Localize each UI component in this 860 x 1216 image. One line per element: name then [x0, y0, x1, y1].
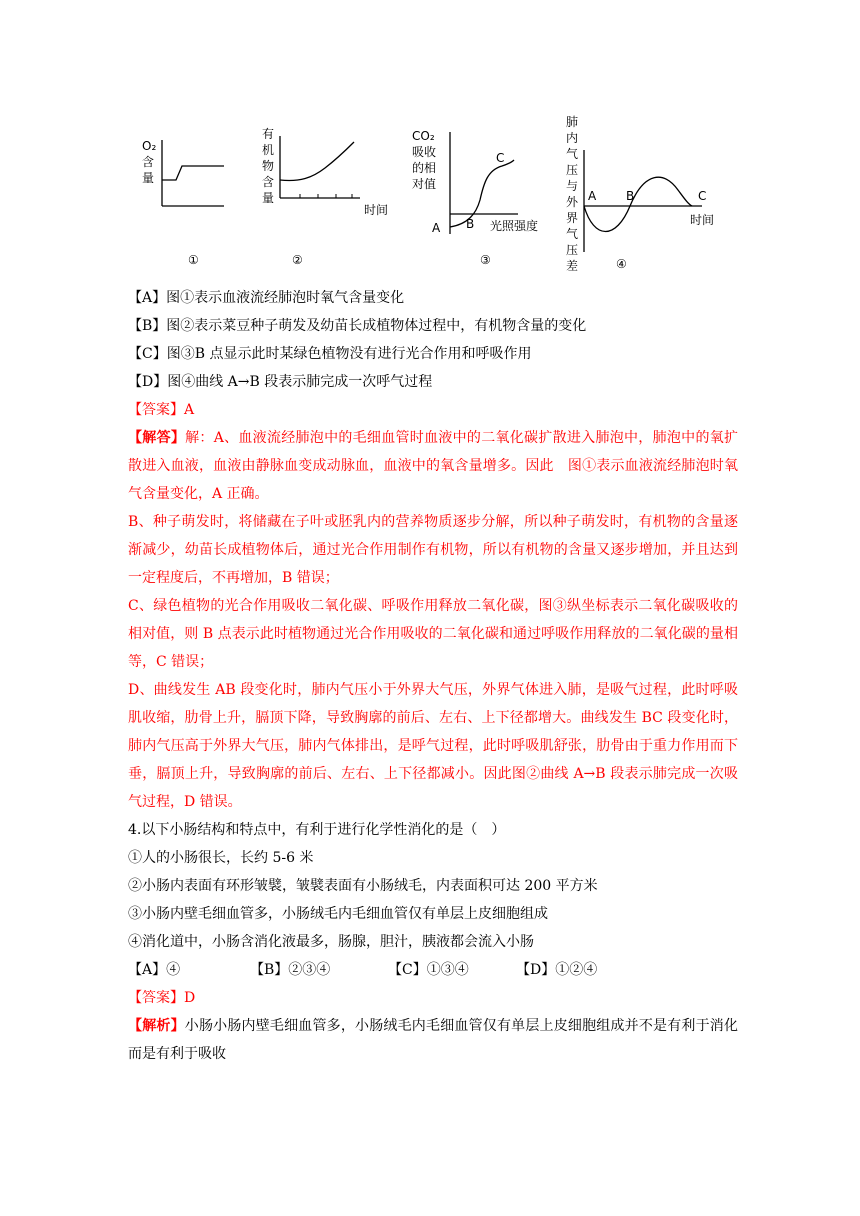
fig4-number: ④: [616, 257, 627, 271]
fig1-ylabel-line: 含: [142, 155, 155, 169]
fig4-xlabel: 时间: [690, 213, 715, 227]
fig3-ylabel-line: 的相: [412, 161, 437, 175]
fig2-ylabel-line: 机: [262, 143, 275, 157]
q3-analysis-a: [128, 424, 738, 508]
fig3-point-b: B: [466, 217, 475, 231]
figure-1: [142, 139, 224, 267]
figure-row: [120, 110, 740, 280]
q4-option-d: 【D】①②④: [516, 962, 598, 978]
fig3-point-a: A: [432, 221, 441, 235]
figure-2: [262, 127, 388, 267]
analysis-text: 解：A、血液流经肺泡中的毛细血管时血液中的二氧化碳扩散进入肺泡中，肺泡中的氧扩散进入血液，血液由静脉血变成动脉血，血液中的氧含量增多。因此 图①表示血液流经肺泡时氧气含量变化，A 正确。: [128, 430, 739, 502]
q3-analysis-c: C、绿色植物的光合作用吸收二氧化碳、呼吸作用释放二氧化碳，图③纵坐标表示二氧化碳吸收的相对值，则 B 点表示此时植物通过光合作用吸收的二氧化碳和通过呼吸作用释放的二氧化碳的量相等，C 错误；: [128, 598, 738, 670]
option-text: 图①表示血液流经肺泡时氧气含量变化: [166, 290, 405, 306]
analysis-label: 【解答】: [128, 430, 186, 446]
q4-item: ②小肠内表面有环形皱襞，皱襞表面有小肠绒毛，内表面积可达 200 平方米: [128, 878, 598, 894]
fig1-ylabel-line: 量: [142, 171, 155, 185]
fig4-ylabel-line: 界: [566, 211, 579, 225]
analysis-text: 小肠小肠内壁毛细血管多，小肠绒毛内毛细血管仅有单层上皮细胞组成并不是有利于消化而是有利于吸收: [128, 1018, 739, 1062]
fig2-curve: [280, 142, 354, 181]
figure-4: [566, 114, 714, 273]
analysis-label: 【解析】: [128, 1018, 185, 1034]
q4-answer: 【答案】D: [128, 990, 196, 1006]
fig4-ylabel-line: 压: [566, 243, 579, 257]
fig4-ylabel-line: 与: [566, 179, 579, 193]
fig4-point-b: B: [626, 189, 635, 203]
fig4-ylabel-line: 内: [566, 131, 579, 145]
figures-svg: [120, 110, 740, 280]
option-text: 图②表示菜豆种子萌发及幼苗长成植物体过程中，有机物含量的变化: [166, 318, 587, 334]
figure-3: [412, 129, 538, 267]
fig4-curve: [584, 177, 692, 231]
q4-item: ④消化道中，小肠含消化液最多，肠腺，胆汁，胰液都会流入小肠: [128, 934, 534, 950]
fig3-point-c: C: [496, 151, 505, 165]
option-text: 图③B 点显示此时某绿色植物没有进行光合作用和呼吸作用: [166, 346, 532, 362]
fig3-ylabel-line: 吸收: [412, 145, 437, 159]
q4-item: ①人的小肠很长，长约 5-6 米: [128, 850, 314, 866]
fig2-xlabel: 时间: [364, 203, 389, 217]
fig1-ylabel-line: O₂: [142, 139, 157, 153]
q3-option-c: [128, 340, 738, 368]
fig4-point-a: A: [588, 189, 597, 203]
q3-option-b: [128, 312, 738, 340]
option-tag: 【A】: [128, 290, 167, 306]
fig2-number: ②: [292, 253, 303, 267]
fig3-curve: [450, 160, 514, 227]
q3-option-d: [128, 368, 738, 396]
fig2-ylabel-line: 有: [262, 127, 275, 141]
fig4-point-c: C: [698, 189, 707, 203]
q4-item: ③小肠内壁毛细血管多，小肠绒毛内毛细血管仅有单层上皮细胞组成: [128, 906, 548, 922]
q4-option-c: 【C】①③④: [388, 962, 469, 978]
q4-analysis: [128, 1012, 738, 1068]
q4-option-b: 【B】②③④: [250, 962, 331, 978]
q3-analysis-d: D、曲线发生 AB 段变化时，肺内气压小于外界大气压，外界气体进入肺，是吸气过程，此时呼吸肌收缩，肋骨上升，膈顶下降，导致胸廓的前后、左右、上下径都增大。曲线发生 BC 段变化时，肺内气压高于外界大气压，肺内气体排出，是呼气过程，此时呼吸肌舒张，肋骨由于重力作用而下垂，膈顶上升，导致胸廓的前后、左右、上下径都减小。因此图②曲线 A→B 段表示肺完成一次吸气过程，D 错误。: [128, 682, 738, 810]
fig4-ylabel-line: 气: [566, 147, 579, 161]
fig3-ylabel-line: 对值: [412, 177, 437, 191]
q3-option-a: [128, 284, 738, 312]
fig4-ylabel-line: 肺: [566, 115, 579, 129]
fig1-number: ①: [188, 253, 199, 267]
q4-option-a: 【A】④: [128, 962, 181, 978]
option-tag: 【D】: [128, 374, 168, 390]
fig2-ylabel-line: 量: [262, 191, 275, 205]
fig4-ylabel-line: 差: [566, 259, 579, 273]
document-body: [128, 284, 738, 1068]
fig4-ylabel-line: 外: [566, 195, 579, 209]
option-text: 图④曲线 A→B 段表示肺完成一次呼气过程: [167, 374, 433, 390]
q4-stem: 4.以下小肠结构和特点中，有利于进行化学性消化的是（ ）: [128, 822, 506, 838]
fig2-ylabel-line: 物: [262, 159, 275, 173]
option-tag: 【B】: [128, 318, 167, 334]
q4-options: [128, 956, 738, 984]
option-tag: 【C】: [128, 346, 167, 362]
fig3-ylabel-line: CO₂: [412, 129, 435, 143]
q3-answer: 【答案】A: [128, 402, 195, 418]
fig4-ylabel-line: 气: [566, 227, 579, 241]
fig1-curve: [162, 166, 224, 180]
fig3-xlabel: 光照强度: [490, 219, 539, 233]
q3-analysis-b: B、种子萌发时，将储藏在子叶或胚乳内的营养物质逐步分解，所以种子萌发时，有机物的含量逐渐减少，幼苗长成植物体后，通过光合作用制作有机物，所以有机物的含量又逐步增加，并且达到一定程度后，不再增加，B 错误；: [128, 514, 738, 586]
fig4-ylabel-line: 压: [566, 163, 579, 177]
fig2-ylabel-line: 含: [262, 175, 275, 189]
fig3-number: ③: [480, 253, 491, 267]
